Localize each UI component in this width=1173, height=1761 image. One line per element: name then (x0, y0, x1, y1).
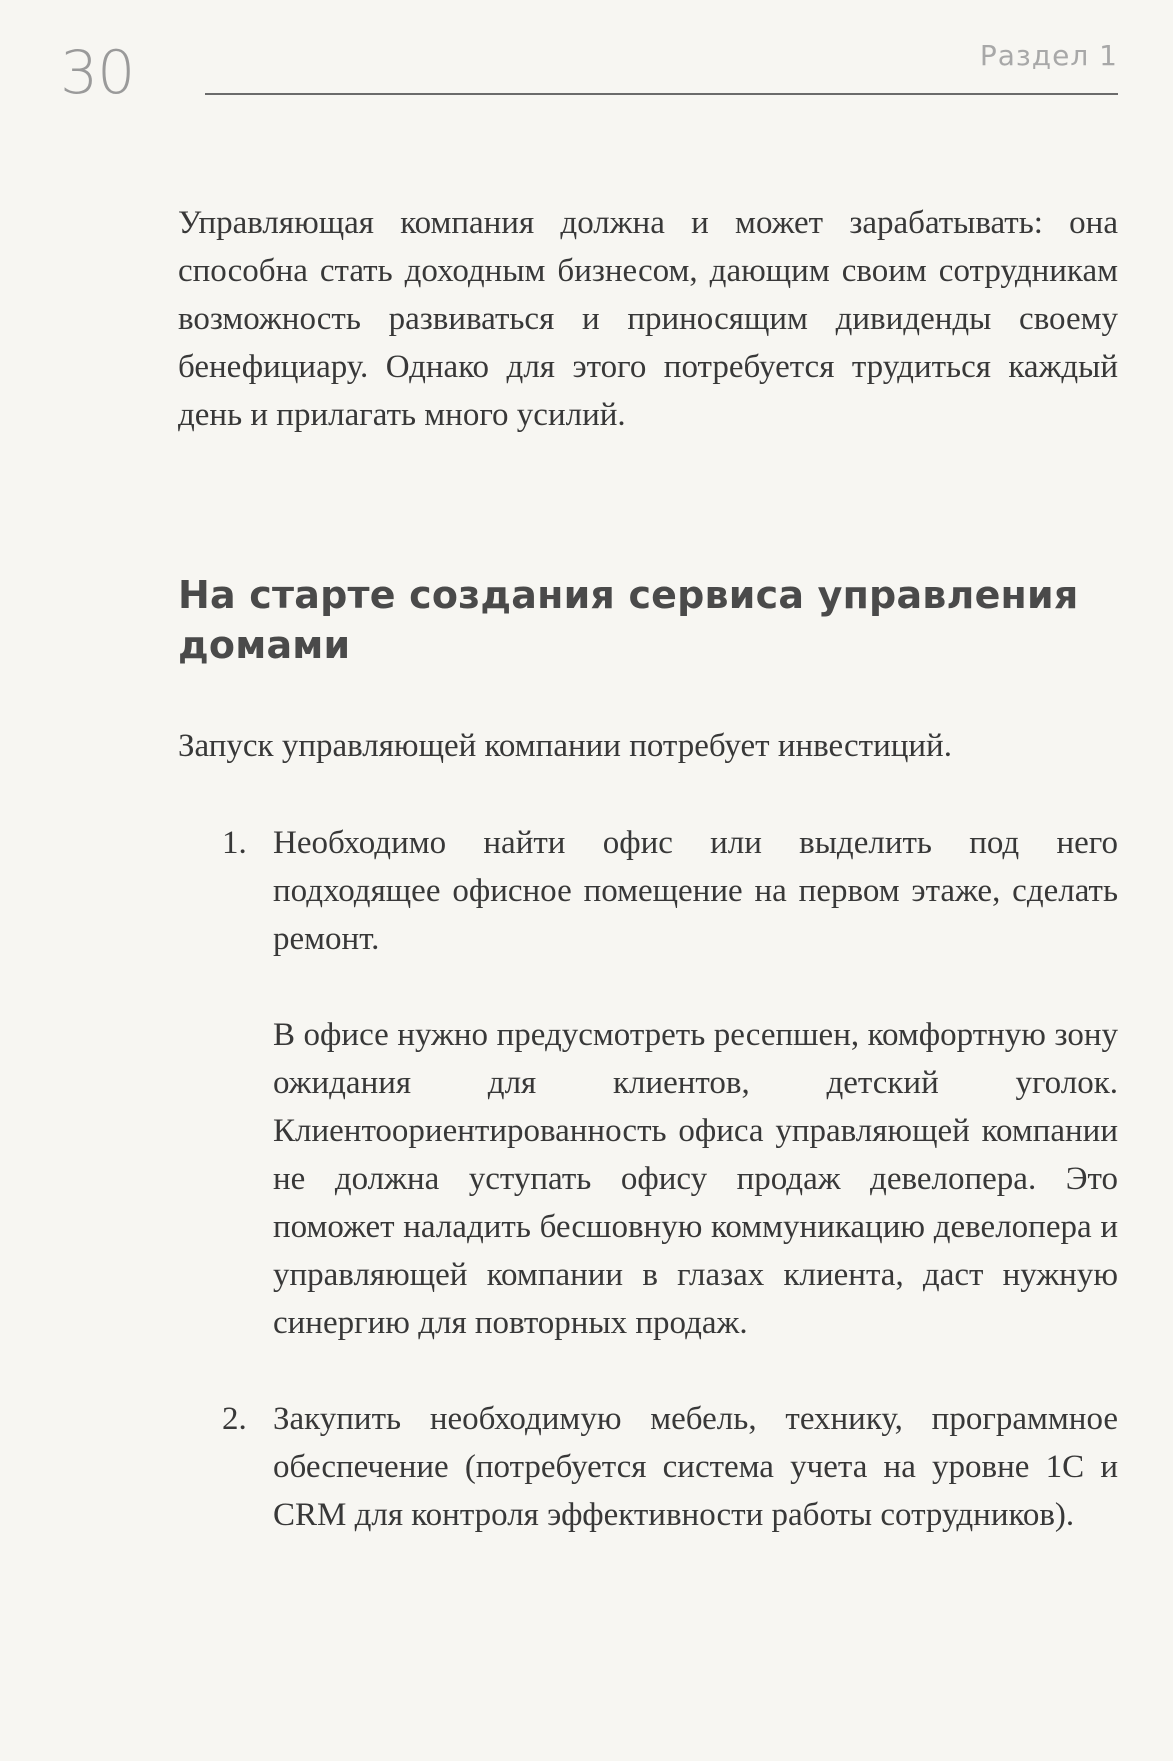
list-item-number: 1. (222, 825, 247, 861)
list-item-2 (178, 1395, 1118, 1539)
intro-paragraph: Управляющая компания должна и может зарабатывать: она способна стать доходным бизнесом, дающим своим сотрудникам возможность развиваться и приносящим дивиденды своему бенефициару. Однако для этого потребуется трудиться каждый день и прилагать много усилий. (178, 205, 1118, 433)
list-item-1-paragraph-2: В офисе нужно предусмотреть ресепшен, комфортную зону ожидания для клиентов, детский уголок. Клиентоориентированность офиса управляющей компании не должна уступать офису продаж девелопера. Это поможет наладить бесшовную коммуникацию девелопера и управляющей компании в глазах клиента, даст нужную синергию для повторных продаж. (273, 1017, 1118, 1341)
section-heading: На старте создания сервиса управления домами (178, 573, 1079, 667)
lead-paragraph: Запуск управляющей компании потребует инвестиций. (178, 728, 952, 764)
list-item-1-paragraph-1: Необходимо найти офис или выделить под него подходящее офисное помещение на первом этаже, сделать ремонт. (273, 825, 1118, 957)
header-rule (205, 93, 1118, 95)
list-item-1 (178, 819, 1118, 1347)
list-item-2-paragraph-1: Закупить необходимую мебель, технику, программное обеспечение (потребуется система учета на уровне 1С и CRM для контроля эффективности работы сотрудников). (273, 1401, 1118, 1533)
list-item-number: 2. (222, 1401, 247, 1437)
page-number: 30 (60, 38, 135, 108)
running-head-section: Раздел 1 (979, 39, 1118, 72)
